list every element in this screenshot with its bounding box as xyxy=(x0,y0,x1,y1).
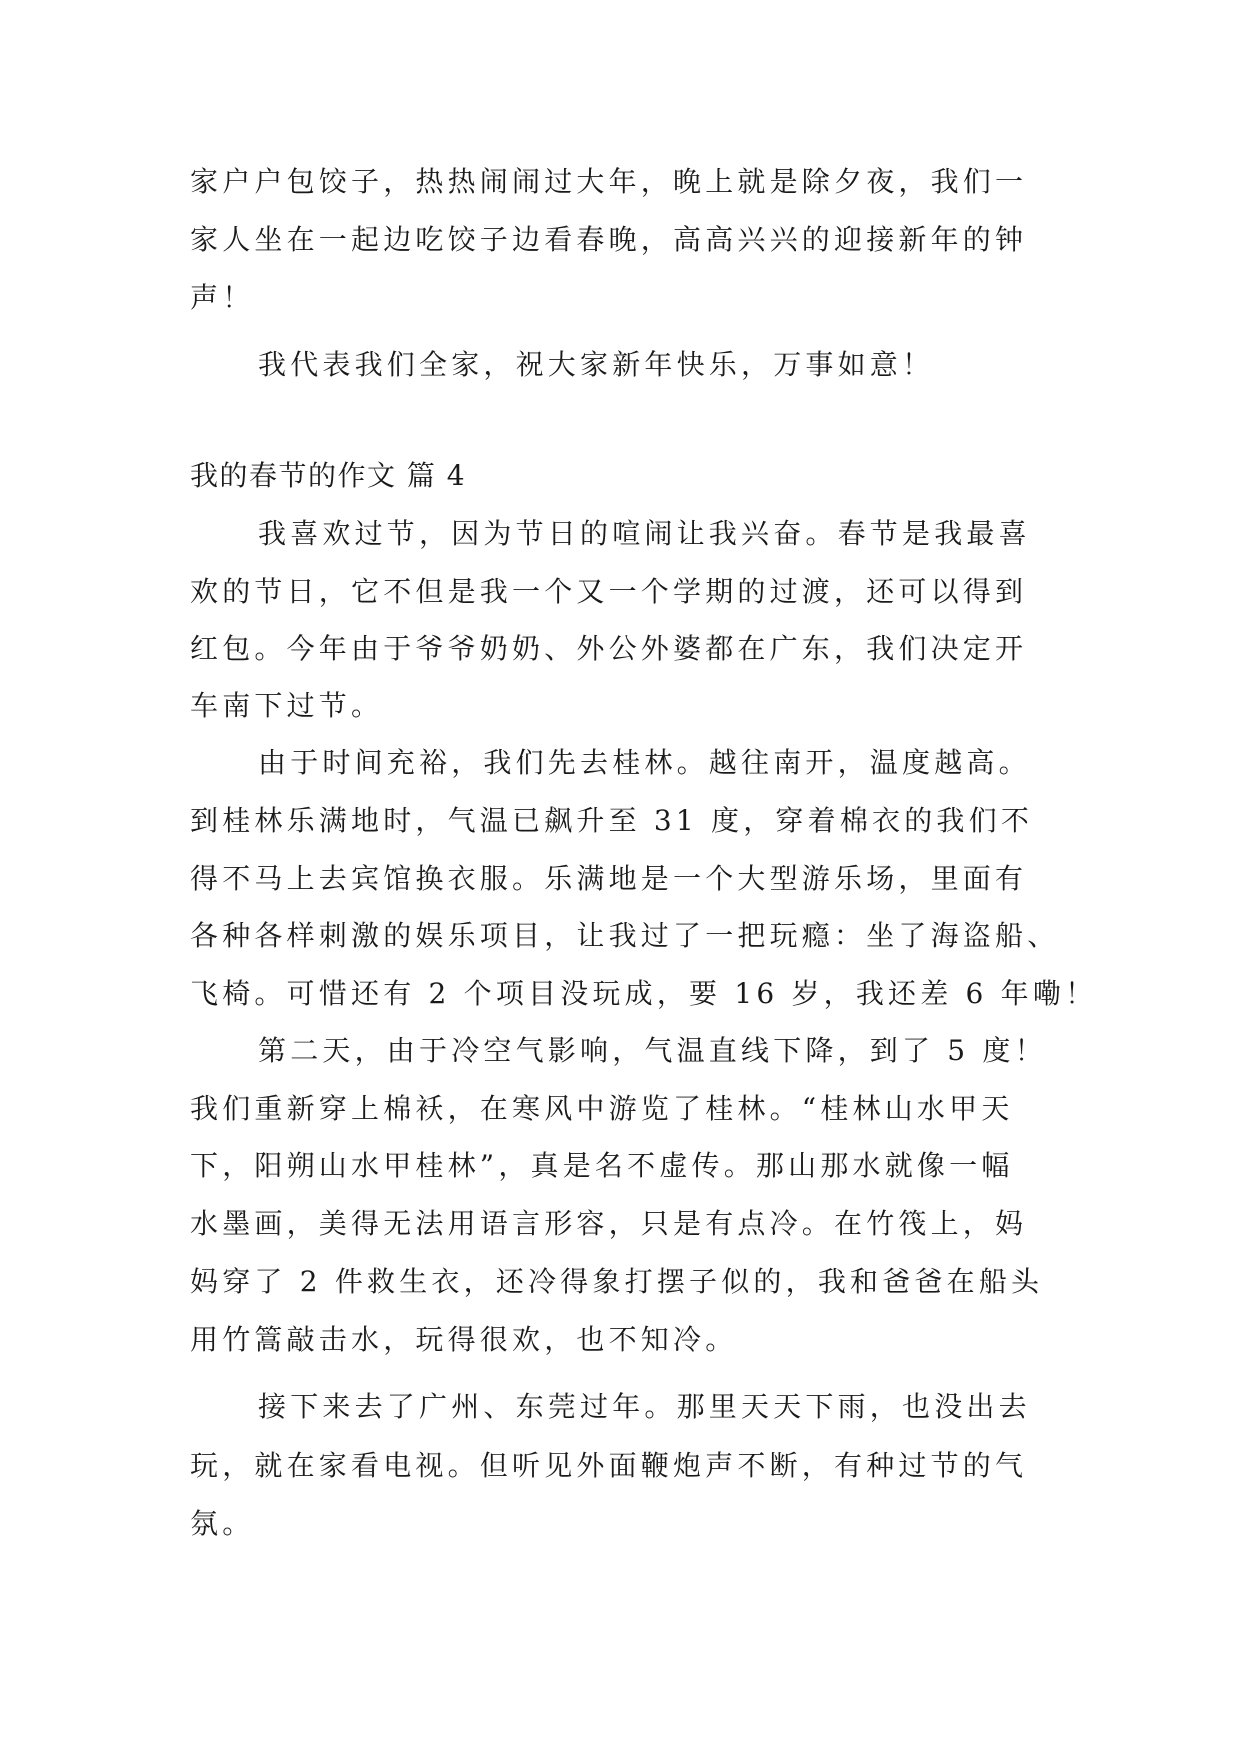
text-line: 我们重新穿上棉袄，在寒风中游览了桂林。“桂林山水甲天 xyxy=(190,1092,1014,1125)
text-line: 氛。 xyxy=(190,1507,255,1540)
text-line: 家人坐在一起边吃饺子边看春晚，高高兴兴的迎接新年的钟 xyxy=(190,223,1028,256)
text-line: 我代表我们全家，祝大家新年快乐，万事如意！ xyxy=(258,348,935,381)
text-line: 接下来去了广州、东莞过年。那里天天下雨，也没出去 xyxy=(258,1390,1031,1423)
section-heading: 我的春节的作文 篇 4 xyxy=(190,459,467,492)
text-line: 用竹篙敲击水，玩得很欢，也不知冷。 xyxy=(190,1323,738,1356)
text-line: 家户户包饺子，热热闹闹过大年，晚上就是除夕夜，我们一 xyxy=(190,165,1028,198)
text-line: 玩，就在家看电视。但听见外面鞭炮声不断，有种过节的气 xyxy=(190,1449,1028,1482)
text-line: 妈穿了 2 件救生衣，还冷得象打摆子似的，我和爸爸在船头 xyxy=(190,1265,1044,1298)
text-line: 我喜欢过节，因为节日的喧闹让我兴奋。春节是我最喜 xyxy=(258,517,1031,550)
text-line: 飞椅。可惜还有 2 个项目没玩成，要 16 岁，我还差 6 年嘞！ xyxy=(190,977,1098,1010)
text-line: 到桂林乐满地时，气温已飙升至 31 度，穿着棉衣的我们不 xyxy=(190,804,1034,837)
text-line: 由于时间充裕，我们先去桂林。越往南开，温度越高。 xyxy=(258,746,1031,779)
text-line: 欢的节日，它不但是我一个又一个学期的过渡，还可以得到 xyxy=(190,575,1028,608)
text-line: 水墨画，美得无法用语言形容，只是有点冷。在竹筏上，妈 xyxy=(190,1207,1028,1240)
text-line: 各种各样刺激的娱乐项目，让我过了一把玩瘾：坐了海盗船、 xyxy=(190,919,1060,952)
text-line: 声！ xyxy=(190,281,255,314)
text-line: 第二天，由于冷空气影响，气温直线下降，到了 5 度！ xyxy=(258,1034,1047,1067)
text-line: 得不马上去宾馆换衣服。乐满地是一个大型游乐场，里面有 xyxy=(190,862,1028,895)
text-line: 红包。今年由于爷爷奶奶、外公外婆都在广东，我们决定开 xyxy=(190,632,1028,665)
text-line: 车南下过节。 xyxy=(190,689,384,722)
text-line: 下，阳朔山水甲桂林”，真是名不虚传。那山那水就像一幅 xyxy=(190,1149,1014,1182)
